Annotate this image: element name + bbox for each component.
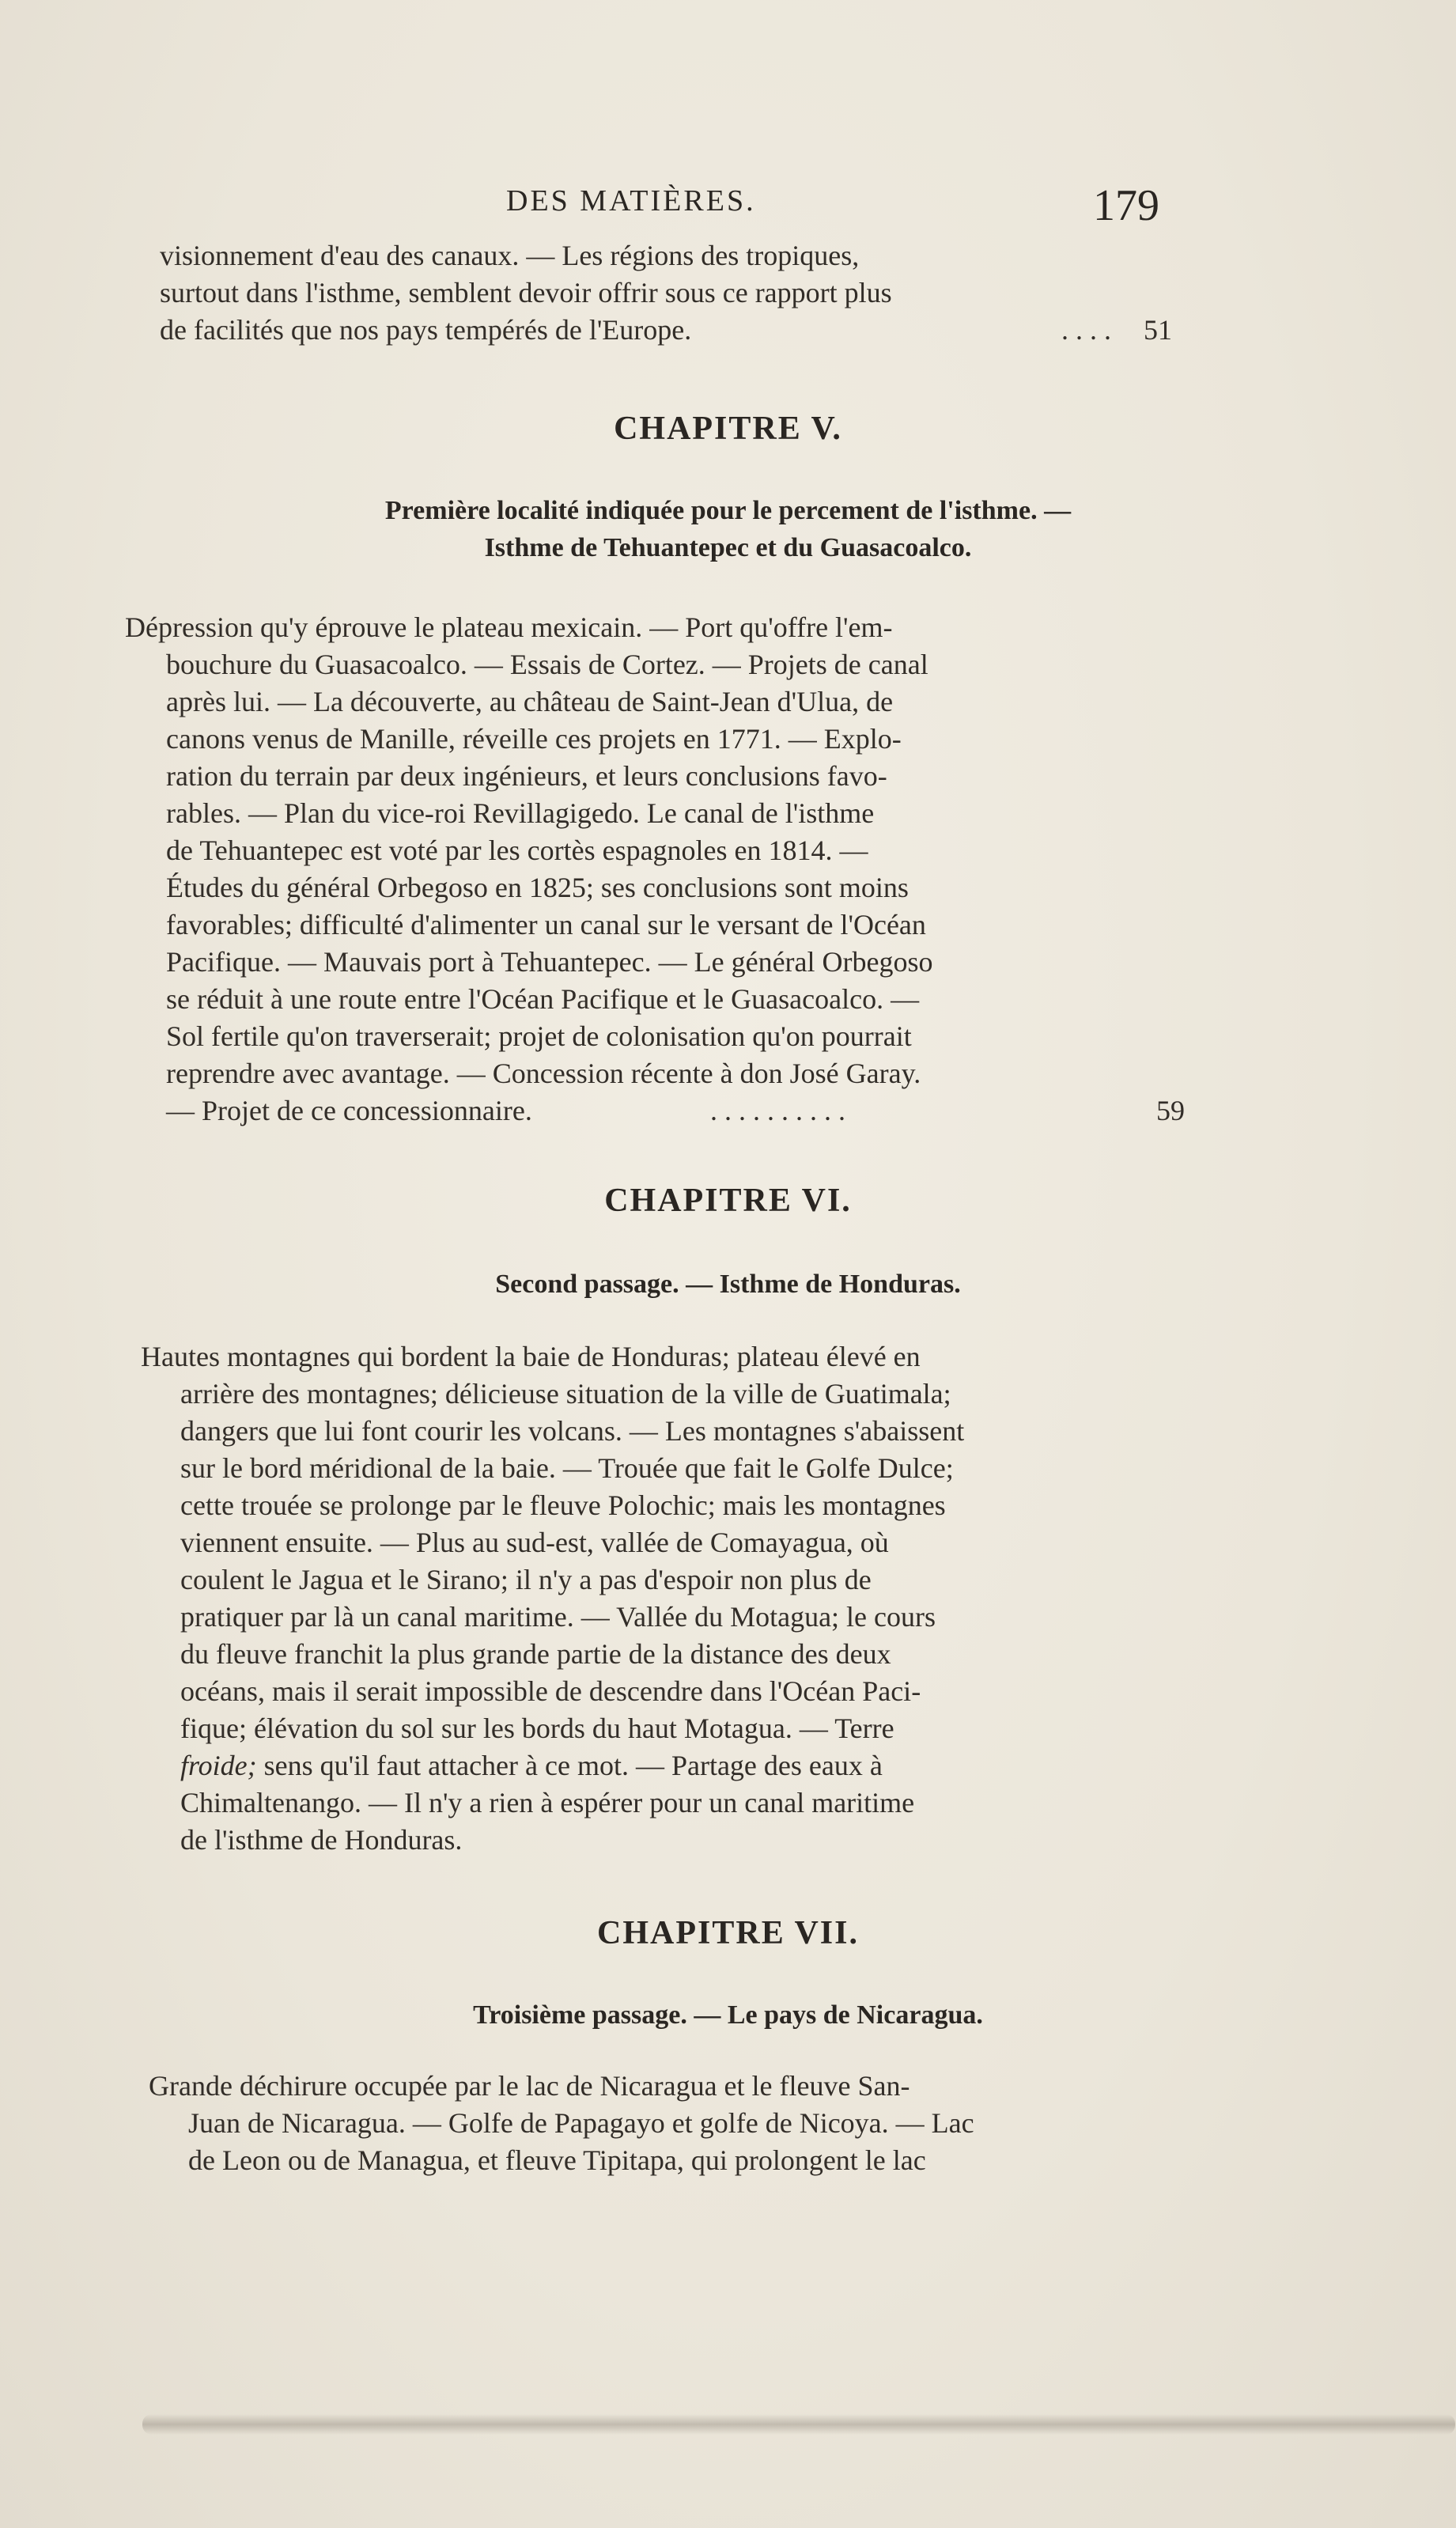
page-header (0, 180, 1456, 236)
text-line: ration du terrain par deux ingénieurs, et leurs conclusions favo- (166, 760, 887, 792)
chapter-subtitle (0, 492, 1456, 566)
text-line: visionnement d'eau des canaux. — Les régions des tropiques, (160, 240, 860, 271)
page-reference: 51 (1144, 314, 1172, 346)
chapter-heading: CHAPITRE VII. (597, 1915, 859, 1951)
subtitle-line: Isthme de Tehuantepec et du Guasacoalco. (484, 533, 972, 562)
text-line: sur le bord méridional de la baie. — Trouée que fait le Golfe Dulce; (180, 1452, 954, 1484)
text-line: Hautes montagnes qui bordent la baie de Honduras; plateau élevé en (141, 1341, 921, 1372)
page-edge-shadow (142, 2414, 1455, 2435)
text-line: de Tehuantepec est voté par les cortès espagnoles en 1814. — (166, 834, 868, 866)
text-line: arrière des montagnes; délicieuse situation de la ville de Guatimala; (180, 1378, 951, 1410)
subtitle-line: Première localité indiquée pour le percement de l'isthme. — (384, 496, 1072, 525)
chapter-summary (141, 1338, 1216, 1859)
text-line: se réduit à une route entre l'Océan Pacifique et le Guasacoalco. — (166, 983, 920, 1015)
chapter-heading: CHAPITRE V. (614, 411, 842, 447)
text-line: surtout dans l'isthme, semblent devoir offrir sous ce rapport plus (160, 277, 892, 308)
chapter-subtitle (0, 1266, 1456, 1303)
chapter-summary (125, 609, 1185, 1130)
text-line-content: sens qu'il faut attacher à ce mot. — Partage des eaux à (256, 1750, 883, 1781)
text-line: Études du général Orbegoso en 1825; ses conclusions sont moins (166, 872, 909, 903)
text-line: reprendre avec avantage. — Concession récente à don José Garay. (166, 1058, 921, 1089)
text-line (160, 312, 1172, 349)
chapter-summary (149, 2068, 1216, 2179)
text-line: océans, mais il serait impossible de descendre dans l'Océan Paci- (180, 1675, 921, 1707)
text-line: Chimaltenango. — Il n'y a rien à espérer pour un canal maritime (180, 1787, 915, 1818)
text-line: Sol fertile qu'on traverserait; projet de colonisation qu'on pourrait (166, 1020, 912, 1052)
text-line: Juan de Nicaragua. — Golfe de Papagayo et golfe de Nicoya. — Lac (188, 2107, 974, 2139)
text-line (125, 1092, 1185, 1130)
leader-dots: . . . . . . . . . . (710, 1095, 845, 1126)
text-line-content: — Projet de ce concessionnaire. (166, 1095, 532, 1126)
text-line: bouchure du Guasacoalco. — Essais de Cortez. — Projets de canal (166, 649, 928, 680)
text-line: pratiquer par là un canal maritime. — Vallée du Motagua; le cours (180, 1601, 936, 1633)
text-line: dangers que lui font courir les volcans. — Les montagnes s'abaissent (180, 1415, 965, 1447)
text-line: Grande déchirure occupée par le lac de Nicaragua et le fleuve San- (149, 2070, 910, 2102)
subtitle-line: Troisième passage. — Le pays de Nicaragua. (473, 2000, 983, 2030)
text-line: viennent ensuite. — Plus au sud-est, vallée de Comayagua, où (180, 1527, 889, 1558)
text-line: du fleuve franchit la plus grande partie de la distance des deux (180, 1638, 891, 1670)
chapter-subtitle (0, 1996, 1456, 2034)
italic-term: froide; (180, 1750, 257, 1781)
page-reference: 59 (1156, 1095, 1185, 1126)
text-line: Dépression qu'y éprouve le plateau mexicain. — Port qu'offre l'em- (125, 611, 893, 643)
text-line: fique; élévation du sol sur les bords du haut Motagua. — Terre (180, 1712, 894, 1744)
text-line-content: de facilités que nos pays tempérés de l'Europe. (160, 314, 692, 346)
text-line: de Leon ou de Managua, et fleuve Tipitapa, qui prolongent le lac (188, 2144, 926, 2176)
subtitle-line: Second passage. — Isthme de Honduras. (495, 1270, 961, 1299)
text-line: cette trouée se prolonge par le fleuve Polochic; mais les montagnes (180, 1489, 946, 1521)
page-number: 179 (1093, 181, 1159, 230)
leader-dots: . . . . (1061, 314, 1111, 346)
text-line: de l'isthme de Honduras. (180, 1824, 463, 1856)
text-line: coulent le Jagua et le Sirano; il n'y a pas d'espoir non plus de (180, 1564, 872, 1595)
text-line: Pacifique. — Mauvais port à Tehuantepec. — Le général Orbegoso (166, 946, 933, 978)
text-line: canons venus de Manille, réveille ces projets en 1771. — Explo- (166, 723, 902, 755)
text-line: après lui. — La découverte, au château de Saint-Jean d'Ulua, de (166, 686, 894, 717)
text-line: rables. — Plan du vice-roi Revillagigedo. Le canal de l'isthme (166, 797, 875, 829)
chapter-heading: CHAPITRE VI. (604, 1183, 852, 1219)
running-title: DES MATIÈRES. (506, 184, 756, 218)
text-line: favorables; difficulté d'alimenter un canal sur le versant de l'Océan (166, 909, 926, 940)
intro-paragraph (160, 237, 1172, 349)
text-line (141, 1747, 1216, 1784)
